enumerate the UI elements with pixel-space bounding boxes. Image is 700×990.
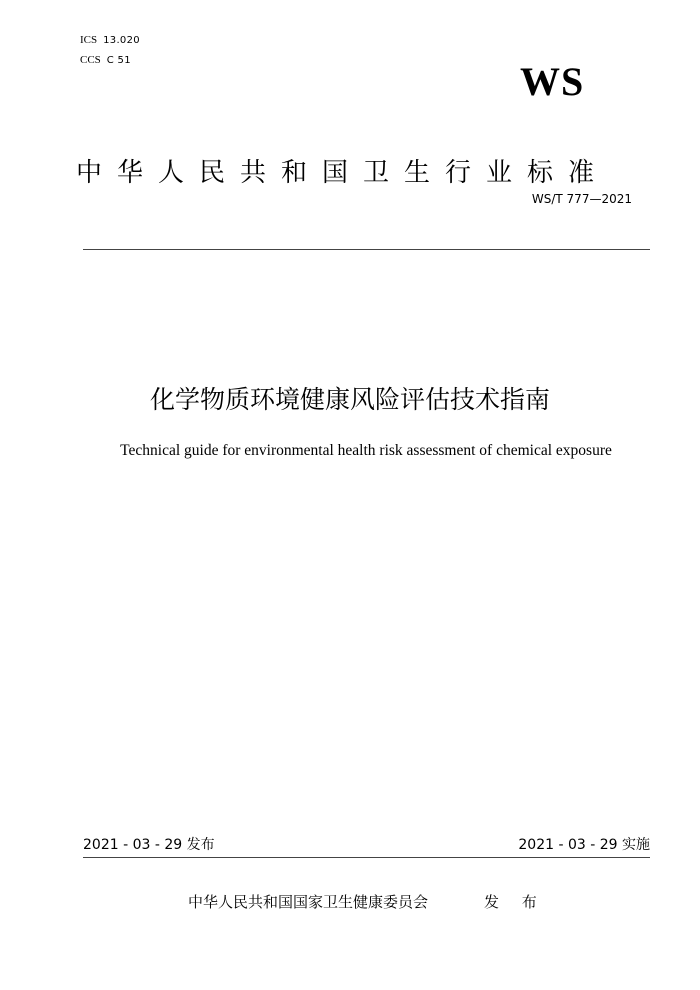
document-title-english: Technical guide for environmental health risk assessment of chemical exposure: [120, 442, 612, 459]
standard-number: WS/T 777—2021: [531, 192, 632, 206]
ics-label: ICS: [80, 34, 98, 46]
bottom-divider: [83, 857, 650, 858]
release-date: 2021 - 03 - 29 发布: [83, 837, 215, 853]
ics-value: 13.020: [103, 35, 140, 46]
ccs-code: [80, 53, 131, 68]
publish-label: 发 布: [484, 893, 546, 911]
implementation-date: 2021 - 03 - 29 实施: [518, 837, 650, 853]
standard-category-title: 中华人民共和国卫生行业标准: [76, 158, 610, 188]
ccs-value: C 51: [106, 55, 131, 66]
publisher-name: 中华人民共和国国家卫生健康委员会: [188, 893, 429, 911]
top-divider: [83, 249, 650, 250]
ics-code: [80, 33, 140, 48]
ws-logo: WS: [520, 59, 585, 104]
document-title-chinese: 化学物质环境健康风险评估技术指南: [149, 385, 550, 414]
ccs-label: CCS: [80, 54, 101, 66]
